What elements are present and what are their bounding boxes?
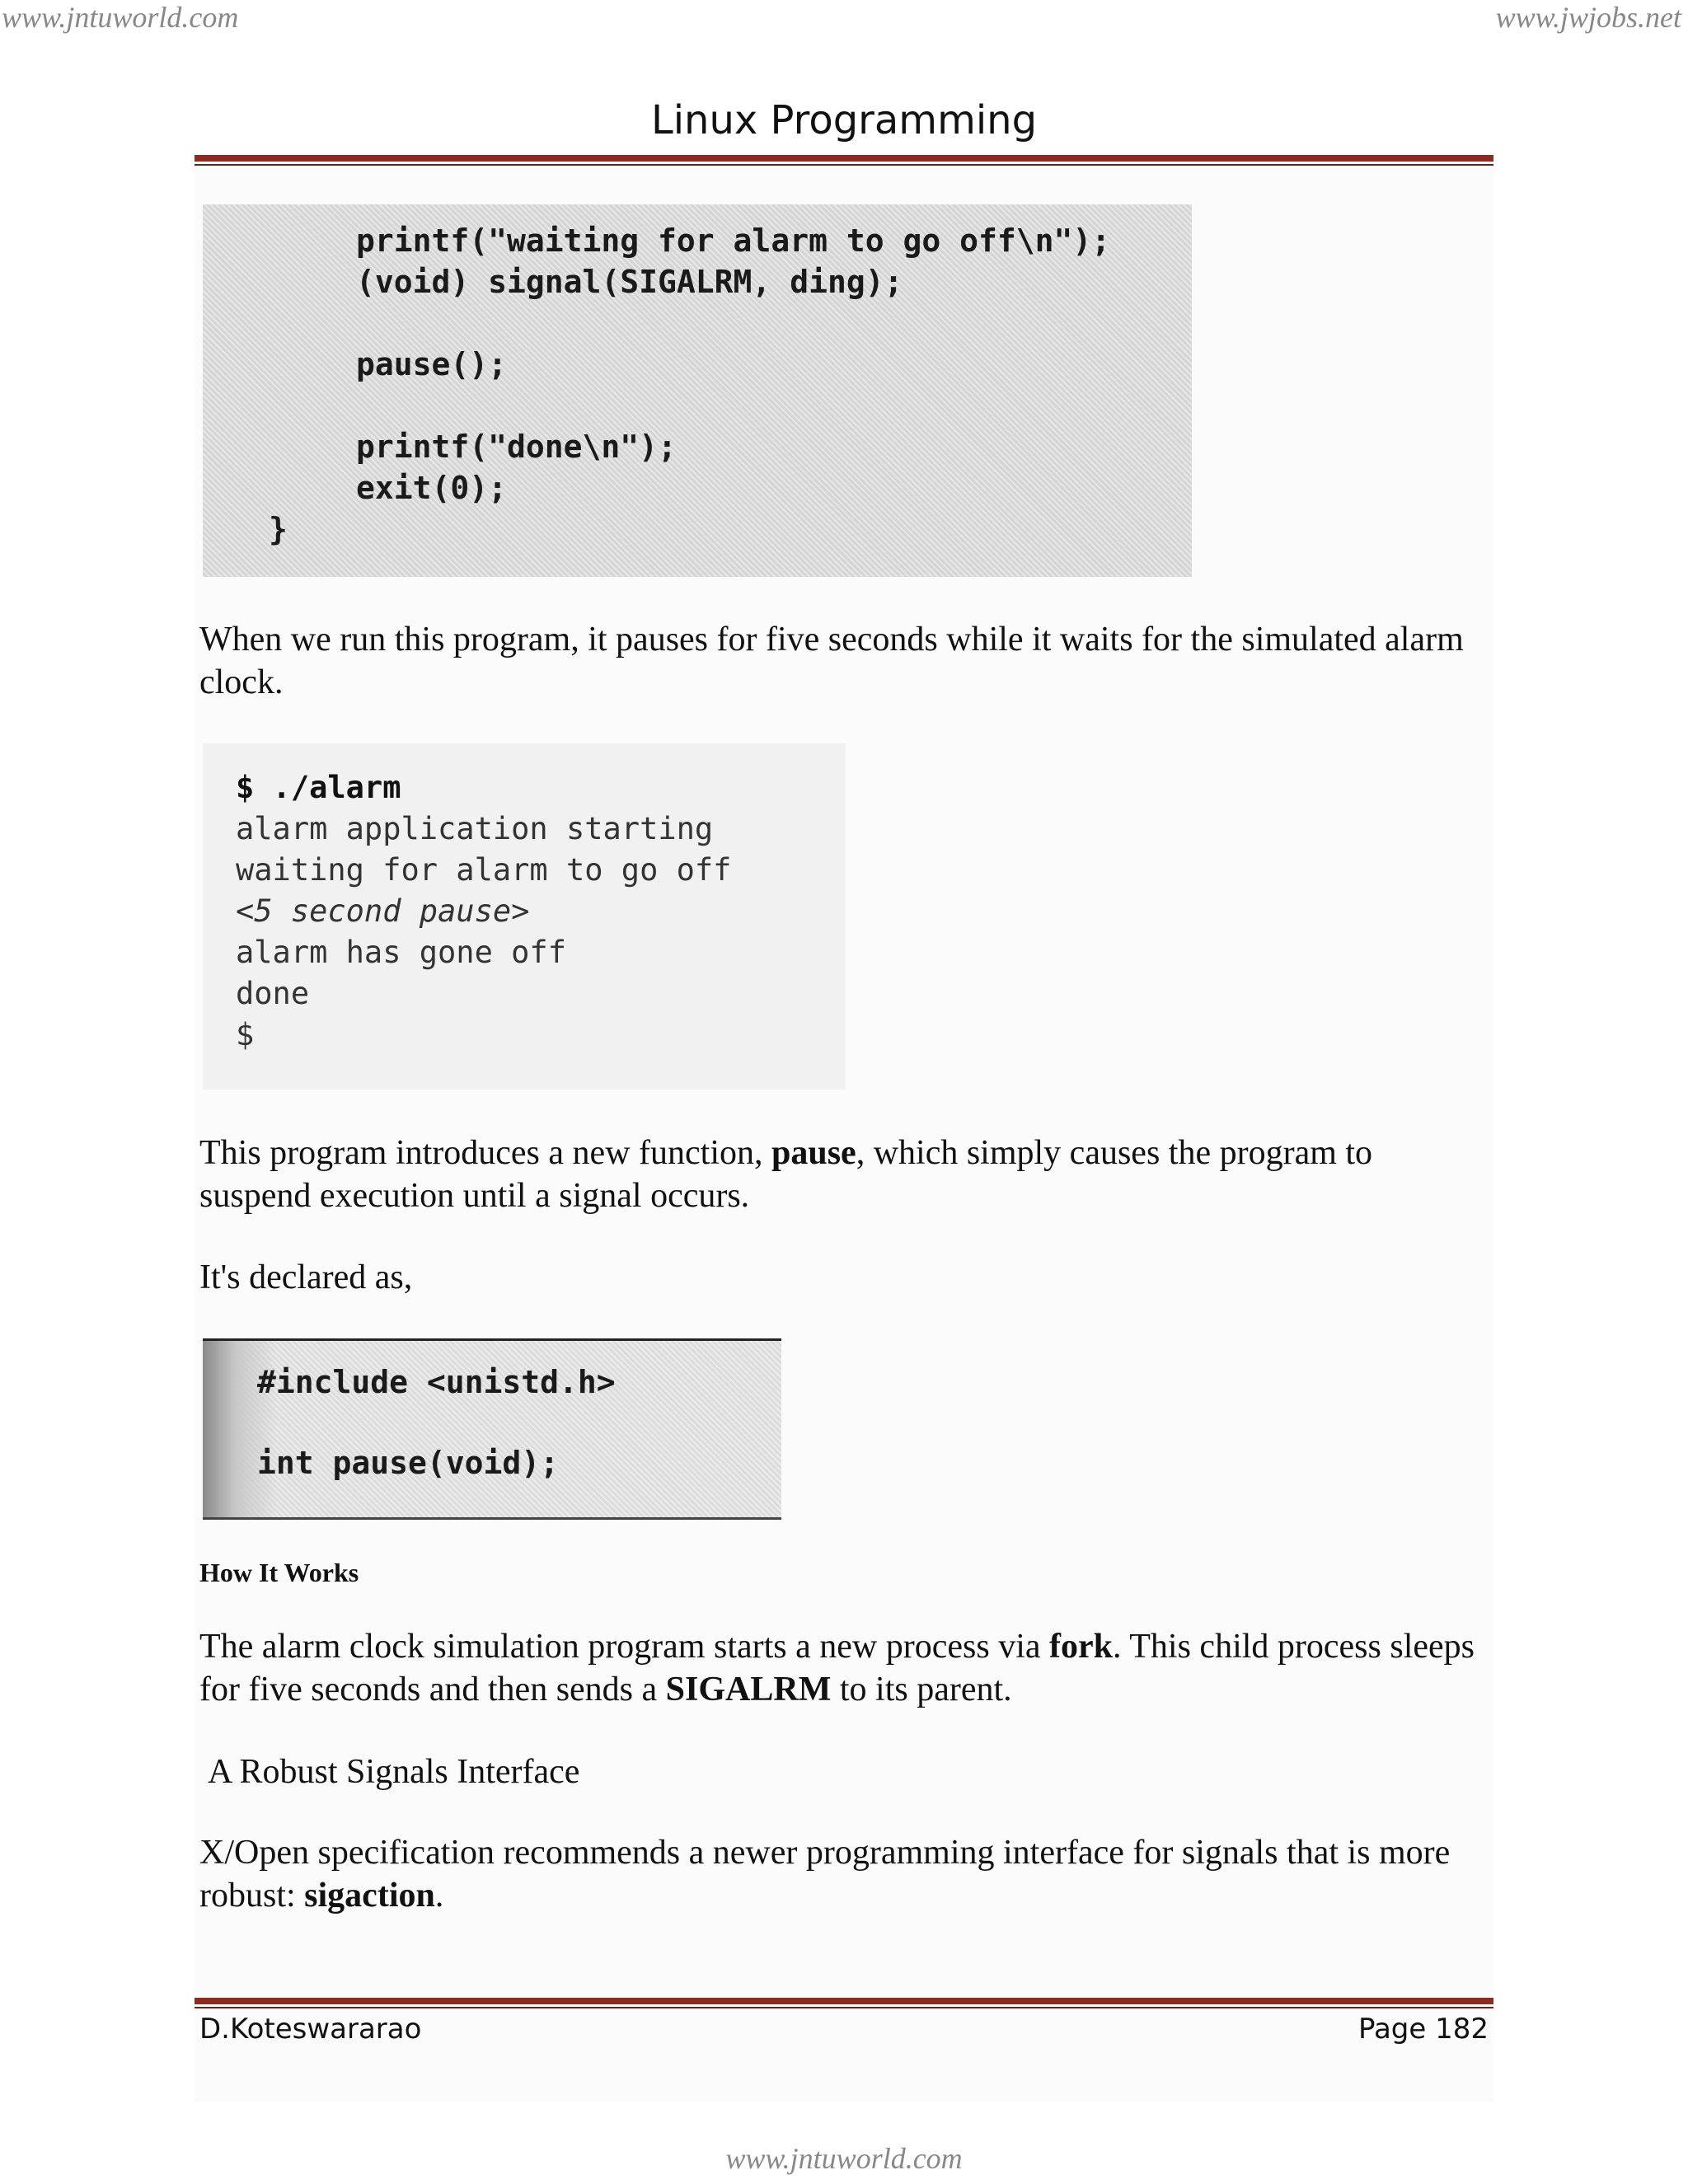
code-line: printf("waiting for alarm to go off\n"); — [356, 223, 1111, 259]
terminal-line: waiting for alarm to go off — [236, 852, 732, 888]
code-line: exit(0); — [356, 470, 508, 506]
terminal-line: alarm has gone off — [236, 935, 566, 970]
keyword-sigalrm: SIGALRM — [665, 1671, 832, 1708]
text-run: . This child process sleeps for five seconds and then sends a — [199, 1628, 1475, 1708]
how-it-works-heading: How It Works — [199, 1558, 359, 1587]
terminal-line: alarm application starting — [236, 811, 714, 846]
code-block-pause-declaration — [203, 1338, 781, 1520]
section-heading-robust-signals: A Robust Signals Interface — [208, 1753, 580, 1791]
text-run: This program introduces a new function, — [199, 1134, 771, 1172]
paragraph-pause-intro — [199, 1132, 1485, 1217]
watermark-top-left: www.jntuworld.com — [2, 1, 239, 34]
text-run: . — [434, 1877, 444, 1915]
keyword-fork: fork — [1049, 1628, 1114, 1666]
text-run: , which simply causes the program to suspend execution until a signal occurs. — [199, 1134, 1373, 1215]
code-line: } — [269, 511, 288, 547]
code-line: printf("done\n"); — [356, 429, 677, 465]
code-line: int pause(void); — [257, 1445, 560, 1481]
footer-author: D.Koteswararao — [199, 2013, 422, 2046]
paragraph-how-it-works — [199, 1625, 1485, 1711]
terminal-line: done — [236, 976, 310, 1011]
footer-rule — [195, 1998, 1493, 2008]
keyword-pause: pause — [771, 1134, 856, 1172]
footer-page-number: Page 182 — [1357, 2013, 1489, 2046]
watermark-bottom: www.jntuworld.com — [725, 2142, 963, 2175]
terminal-line: $ ./alarm — [236, 770, 401, 805]
terminal-line: $ — [236, 1017, 255, 1052]
paragraph-declared-as: It's declared as, — [199, 1258, 413, 1296]
terminal-output — [203, 743, 846, 1090]
code-line: pause(); — [356, 346, 508, 382]
paragraph-sigaction — [199, 1831, 1485, 1917]
paragraph-run-description: When we run this program, it pauses for five seconds while it waits for the simulated alarm clock. — [199, 621, 1464, 701]
text-run: to its parent. — [831, 1671, 1012, 1708]
watermark-top-right: www.jwjobs.net — [1495, 1, 1681, 34]
text-run: The alarm clock simulation program starts a new process via — [199, 1628, 1050, 1666]
text-run: X/Open specification recommends a newer programming interface for signals that is more robust: — [199, 1834, 1451, 1915]
page-title: Linux Programming — [650, 97, 1038, 143]
keyword-sigaction: sigaction — [304, 1877, 435, 1915]
code-block-alarm — [203, 204, 1192, 577]
code-line: (void) signal(SIGALRM, ding); — [356, 264, 903, 300]
code-line: #include <unistd.h> — [257, 1364, 616, 1400]
terminal-line: <5 second pause> — [236, 893, 530, 929]
header-rule — [195, 155, 1493, 166]
